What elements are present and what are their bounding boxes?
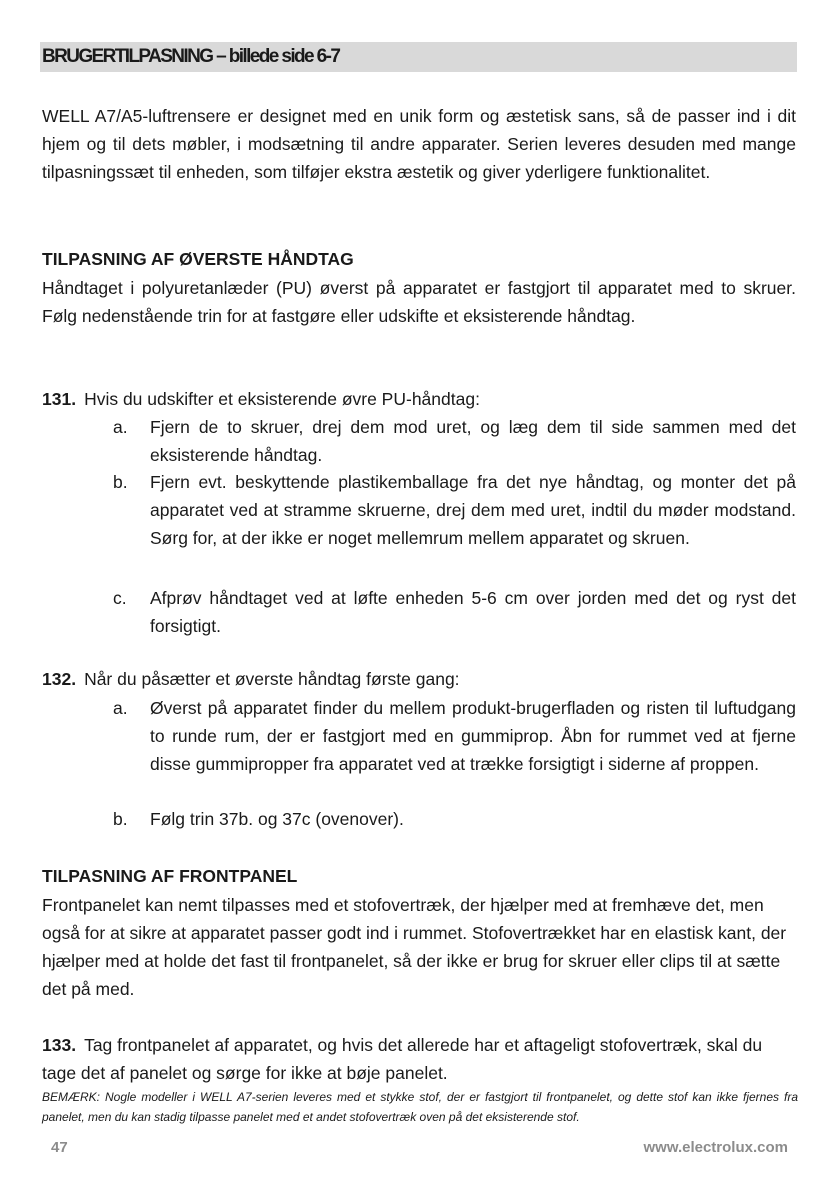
step-132-item-b xyxy=(113,805,796,833)
section-header-bar xyxy=(40,42,797,72)
step-number: 131. xyxy=(42,389,77,409)
step-text: Tag frontpanelet af apparatet, og hvis det allerede har et aftageligt stofovertræk, skal du tage det af panelet og sørge for ikke at bøje panelet. xyxy=(42,1035,763,1083)
item-letter: c. xyxy=(113,588,127,608)
item-letter: b. xyxy=(113,809,128,829)
item-text: Fjern de to skruer, drej dem mod uret, og læg dem til side sammen med det eksisterende håndtag. xyxy=(150,417,796,465)
step-text: Når du påsætter et øverste håndtag første gang: xyxy=(84,669,460,689)
step-132-item-a xyxy=(113,694,796,778)
handle-section-body: Håndtaget i polyuretanlæder (PU) øverst på apparatet er fastgjort til apparatet med to skruer. Følg nedenstående trin for at fastgøre eller udskifte et eksisterende håndtag. xyxy=(42,278,796,326)
item-letter: a. xyxy=(113,698,128,718)
item-text: Øverst på apparatet finder du mellem produkt-brugerfladen og risten til luftudgang to runde rum, der er fastgjort med en gummiprop. Åbn for rummet ved at fjerne disse gummipropper fra apparatet ved at trække forsigtigt i siderne af proppen. xyxy=(150,698,796,774)
website-link[interactable]: www.electrolux.com xyxy=(643,1139,788,1156)
step-131-item-a xyxy=(113,413,796,469)
step-131-item-b xyxy=(113,468,796,552)
step-133 xyxy=(42,1031,800,1087)
step-132 xyxy=(42,665,460,693)
section-header-title: BRUGERTILPASNING – billede side 6-7 xyxy=(42,46,340,67)
page-number: 47 xyxy=(51,1139,68,1156)
step-number: 132. xyxy=(42,669,77,689)
item-text: Fjern evt. beskyttende plastikemballage fra det nye håndtag, og monter det på apparatet ved at stramme skruerne, drej dem med uret, indtil du møder modstand. Sørg for, at der ikke er noget mellemrum mellem apparatet og skruen. xyxy=(150,472,796,548)
intro-paragraph: WELL A7/A5-luftrensere er designet med en unik form og æstetisk sans, så de passer ind i dit hjem og til dets møbler, i modsætning til andre apparater. Serien leveres desuden med mange tilpasningssæt til enheden, som tilføjer ekstra æstetik og giver yderligere funktionalitet. xyxy=(42,106,796,182)
item-text: Følg trin 37b. og 37c (ovenover). xyxy=(150,809,404,829)
step-number: 133. xyxy=(42,1035,77,1055)
handle-section-heading: TILPASNING AF ØVERSTE HÅNDTAG xyxy=(42,249,354,269)
front-panel-section-body: Frontpanelet kan nemt tilpasses med et stofovertræk, der hjælper med at fremhæve det, men også for at sikre at apparatet passer godt ind i rummet. Stofovertrækket har en elastisk kant, der hjælper med at holde det fast til frontpanelet, så der ikke er brug for skruer eller clips til at sætte det på med. xyxy=(42,895,787,999)
item-letter: b. xyxy=(113,472,128,492)
note-remark: BEMÆRK: Nogle modeller i WELL A7-serien leveres med et stykke stof, der er fastgjort til frontpanelet, og dette stof kan ikke fjernes fra panelet, men du kan stadig tilpasse panelet med et andet stofovertræk oven på det eksisterende stof. xyxy=(42,1090,798,1124)
item-letter: a. xyxy=(113,417,128,437)
front-panel-section-heading: TILPASNING AF FRONTPANEL xyxy=(42,866,298,886)
step-131 xyxy=(42,385,480,413)
item-text: Afprøv håndtaget ved at løfte enheden 5-6 cm over jorden med det og ryst det forsigtigt. xyxy=(150,588,796,636)
step-text: Hvis du udskifter et eksisterende øvre PU-håndtag: xyxy=(84,389,480,409)
step-131-item-c xyxy=(113,584,796,640)
